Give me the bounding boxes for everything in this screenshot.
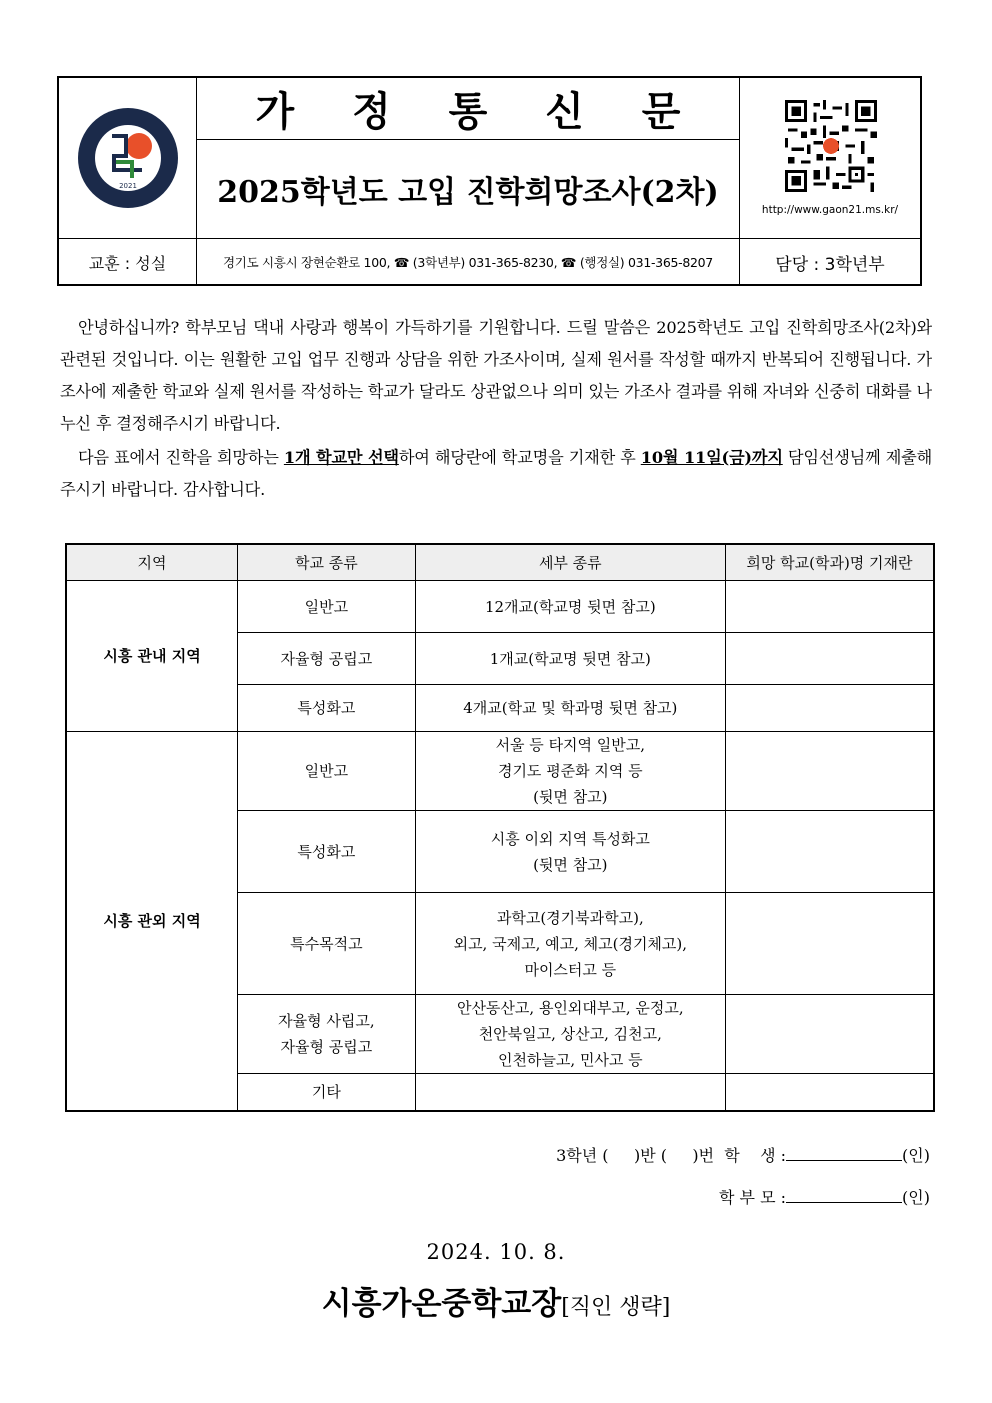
- detail-line: 마이스터고 등: [524, 960, 617, 979]
- school-logo-cell: [59, 78, 197, 238]
- student-name-field[interactable]: [786, 1144, 902, 1161]
- wish-school-input[interactable]: [725, 581, 934, 633]
- type-line: 자율형 공립고: [280, 1038, 373, 1056]
- detail-line: 과학고(경기북과학고),: [496, 908, 644, 927]
- student-label: 3학년 ( )반 ( )번 학 생 :: [556, 1146, 787, 1165]
- school-type: 일반고: [238, 732, 416, 811]
- school-detail: [415, 995, 725, 1074]
- header-school-type: 학교 종류: [238, 544, 416, 581]
- intro-paragraph: [60, 312, 932, 440]
- type-line: 자율형 사립고,: [278, 1012, 375, 1030]
- school-type: 특성화고: [238, 685, 416, 732]
- parent-name-field[interactable]: [786, 1186, 902, 1203]
- school-type: 자율형 공립고: [238, 633, 416, 685]
- school-detail: [415, 811, 725, 893]
- principal-line: [0, 1278, 992, 1323]
- p2-part-a: 다음 표에서 진학을 희망하는: [78, 448, 284, 467]
- issue-date: 2024. 10. 8.: [426, 1240, 566, 1264]
- region-inside: 시흥 관내 지역: [66, 581, 238, 732]
- p2-part-c: 하여 해당란에 학교명을 기재한 후: [398, 448, 641, 467]
- school-detail: 4개교(학교 및 학과명 뒷면 참고): [415, 685, 725, 732]
- wish-school-input[interactable]: [725, 633, 934, 685]
- p2-emphasis-deadline: 10월 11일(금)까지: [640, 448, 783, 467]
- school-type: 특성화고: [238, 811, 416, 893]
- wish-school-input[interactable]: [725, 995, 934, 1074]
- page-subtitle: 2025학년도 고입 진학희망조사(2차): [217, 174, 719, 210]
- school-detail: 1개교(학교명 뒷면 참고): [415, 633, 725, 685]
- parent-label: 학 부 모 :: [719, 1188, 787, 1207]
- school-type: 기타: [238, 1074, 416, 1111]
- wish-school-input[interactable]: [725, 685, 934, 732]
- wish-school-input[interactable]: [725, 1074, 934, 1111]
- info-row: [59, 238, 920, 284]
- wish-school-input[interactable]: [725, 893, 934, 995]
- detail-line: 안산동산고, 용인외대부고, 운정고,: [456, 999, 684, 1017]
- school-logo: [76, 106, 180, 210]
- paragraph-2: [60, 442, 932, 506]
- student-seal: (인): [902, 1146, 930, 1165]
- school-detail: [415, 732, 725, 811]
- wish-school-input[interactable]: [725, 732, 934, 811]
- seal-note: [직인 생략]: [561, 1295, 671, 1320]
- school-detail: [415, 1074, 725, 1111]
- survey-table: [65, 543, 935, 1112]
- svg-text:2021: 2021: [119, 182, 137, 190]
- school-detail: 12개교(학교명 뒷면 참고): [415, 581, 725, 633]
- student-signature-line: [556, 1143, 930, 1166]
- parent-seal: (인): [902, 1188, 930, 1207]
- region-outside: 시흥 관외 지역: [66, 732, 238, 1111]
- school-type: [238, 995, 416, 1074]
- detail-line: 서울 등 타지역 일반고,: [495, 736, 646, 754]
- detail-line: (뒷면 참고): [533, 788, 608, 806]
- p2-part-e: 담임선생님께 제출해 주시기 바랍니다. 감사합니다.: [60, 448, 933, 499]
- detail-line: 시흥 이외 지역 특성화고: [490, 829, 650, 848]
- paragraph-1: 안녕하십니까? 학부모님 댁내 사랑과 행복이 가득하기를 기원합니다. 드릴 말씀은 2025학년도 고입 진학희망조사(2차)와 관련된 것입니다. 이는 원활한 고입 업무 진행과 상담을 위한 가조사이며, 실제 원서를 작성할 때까지 반복되어 진행됩니다. 가조사에 제출한 학교와 실제 원서를 작성하는 학교가 달라도 상관없으나 의미 있는 가조사 결과를 위해 자녀와 신중히 대화를 나누신 후 결정해주시기 바랍니다.: [60, 318, 932, 433]
- detail-line: 외고, 국제고, 예고, 체고(경기체고),: [453, 934, 688, 953]
- detail-line: 인천하늘고, 민사고 등: [497, 1051, 643, 1069]
- detail-line: 경기도 평준화 지역 등: [497, 762, 643, 780]
- header-detail: 세부 종류: [415, 544, 725, 581]
- newsletter-header: [57, 76, 922, 286]
- page-title: 가 정 통 신 문: [197, 78, 739, 140]
- title-cell: [197, 78, 740, 238]
- detail-line: (뒷면 참고): [533, 855, 608, 874]
- department-in-charge: 담당 : 3학년부: [775, 254, 885, 275]
- qr-code[interactable]: [780, 100, 882, 192]
- school-type: 특수목적고: [238, 893, 416, 995]
- school-url[interactable]: http://www.gaon21.ms.kr/: [761, 204, 899, 216]
- principal-name: 시흥가온중학교장: [321, 1286, 562, 1322]
- school-type: 일반고: [238, 581, 416, 633]
- table-header-row: [66, 544, 934, 581]
- table-row: [66, 732, 934, 811]
- qr-cell: [740, 78, 920, 238]
- parent-signature-line: [719, 1185, 930, 1208]
- wish-school-input[interactable]: [725, 811, 934, 893]
- detail-line: 천안북일고, 상산고, 김천고,: [478, 1025, 662, 1043]
- school-detail: [415, 893, 725, 995]
- header-region: 지역: [66, 544, 238, 581]
- table-row: [66, 581, 934, 633]
- p2-emphasis-select: 1개 학교만 선택: [283, 448, 399, 467]
- instruction-paragraph: [60, 442, 932, 506]
- school-motto: 교훈 : 성실: [59, 239, 197, 285]
- school-address: 경기도 시흥시 장현순환로 100, ☎ (3학년부) 031-365-8230, ☎ (행정실) 031-365-8207: [197, 239, 740, 285]
- header-wish-school: 희망 학교(학과)명 기재란: [725, 544, 934, 581]
